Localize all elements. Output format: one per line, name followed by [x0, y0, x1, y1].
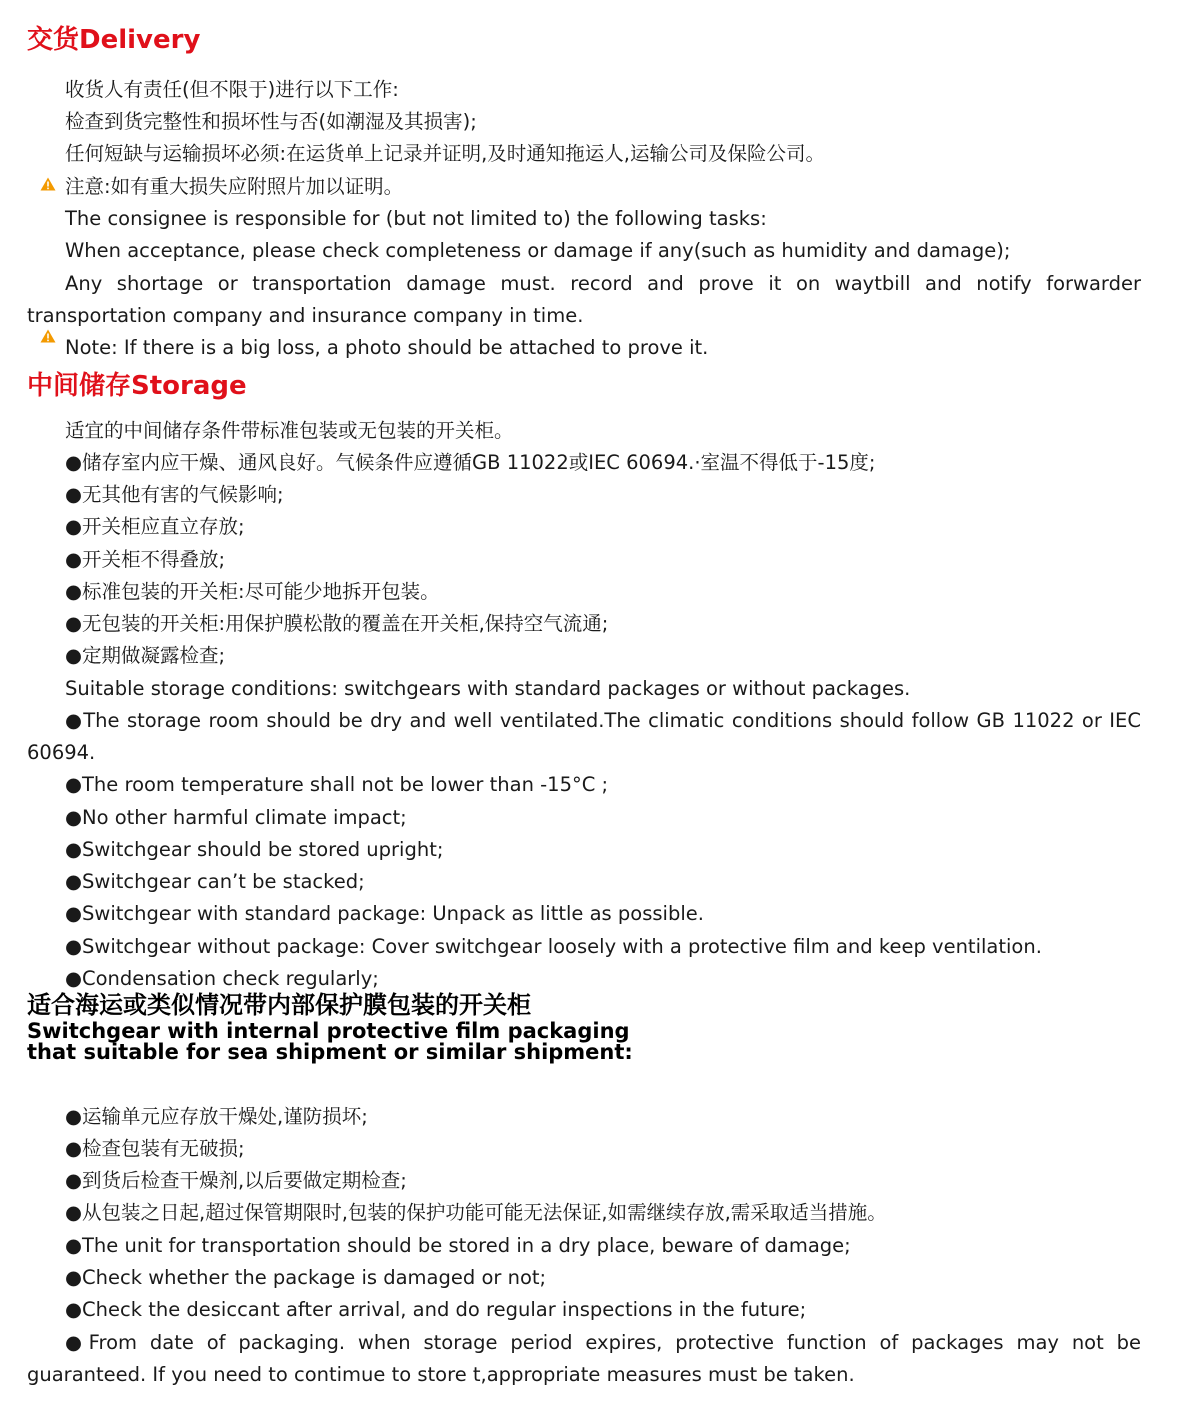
delivery-line: 收货人有责任(但不限于)进行以下工作: — [65, 78, 399, 101]
storage-bullet: ●The storage room should be dry and well ventilated.The climatic conditions should follow GB 11022 or IEC 60694. — [27, 709, 1141, 765]
storage-line: 适宜的中间储存条件带标准包装或无包装的开关柜。 — [65, 419, 514, 442]
sea-bullet: ●Check the desiccant after arrival, and do regular inspections in the future; — [65, 1298, 807, 1321]
storage-bullet: ●定期做凝露检查; — [65, 644, 226, 667]
storage-bullet: ●Switchgear without package: Cover switchgear loosely with a protective film and keep ventilation. — [65, 935, 1042, 958]
storage-bullet: ●储存室内应干燥、通风良好。气候条件应遵循GB 11022或IEC 60694.·室温不得低于-15度; — [65, 451, 876, 474]
storage-bullet: ●无其他有害的气候影响; — [65, 483, 284, 506]
sea-heading-en-2: that suitable for sea shipment or similar shipment: — [27, 1040, 633, 1064]
storage-bullet: ●No other harmful climate impact; — [65, 806, 407, 829]
delivery-note-cn: 注意:如有重大损失应附照片加以证明。 — [65, 175, 404, 198]
sea-bullet: ●检查包装有无破损; — [65, 1137, 245, 1160]
storage-bullet: ●Switchgear can’t be stacked; — [65, 870, 365, 893]
sea-heading-en-1: Switchgear with internal protective film packaging — [27, 1019, 630, 1043]
storage-bullet: ●Switchgear with standard package: Unpack as little as possible. — [65, 902, 704, 925]
storage-bullet: ●Condensation check regularly; — [65, 967, 379, 990]
delivery-line: 任何短缺与运输损坏必须:在运货单上记录并证明,及时通知拖运人,运输公司及保险公司。 — [65, 142, 825, 165]
storage-bullet: ●开关柜不得叠放; — [65, 548, 226, 571]
sea-bullet: ●The unit for transportation should be stored in a dry place, beware of damage; — [65, 1234, 851, 1257]
sea-bullet: ●Check whether the package is damaged or not; — [65, 1266, 547, 1289]
storage-bullet: ●标准包装的开关柜:尽可能少地拆开包装。 — [65, 580, 440, 603]
sea-bullet: ●From date of packaging. when storage period expires, protective function of packages may not be guaranteed. If you need to contimue to store t,appropriate measures must be taken. — [27, 1331, 1141, 1387]
storage-heading: 中间储存Storage — [27, 371, 247, 401]
storage-line: Suitable storage conditions: switchgears with standard packages or without packages. — [65, 677, 911, 700]
delivery-line: When acceptance, please check completeness or damage if any(such as humidity and damage); — [65, 239, 1011, 262]
sea-bullet: ●到货后检查干燥剂,以后要做定期检查; — [65, 1169, 407, 1192]
storage-bullet: ●The room temperature shall not be lower than -15°C ; — [65, 773, 609, 796]
delivery-heading: 交货Delivery — [27, 25, 201, 55]
storage-bullet: ●开关柜应直立存放; — [65, 515, 245, 538]
sea-heading-cn: 适合海运或类似情况带内部保护膜包装的开关柜 — [27, 991, 531, 1019]
storage-bullet: ●Switchgear should be stored upright; — [65, 838, 444, 861]
sea-bullet: ●从包装之日起,超过保管期限时,包装的保护功能可能无法保证,如需继续存放,需采取适当措施。 — [65, 1201, 887, 1224]
delivery-paragraph: Any shortage or transportation damage must. record and prove it on waytbill and notify forwarder transportation company and insurance company in time. — [27, 272, 1141, 328]
storage-bullet: ●无包装的开关柜:用保护膜松散的覆盖在开关柜,保持空气流通; — [65, 612, 609, 635]
delivery-line: The consignee is responsible for (but not limited to) the following tasks: — [65, 207, 767, 230]
delivery-note-en: Note: If there is a big loss, a photo should be attached to prove it. — [65, 336, 709, 359]
sea-bullet: ●运输单元应存放干燥处,谨防损坏; — [65, 1105, 368, 1128]
delivery-line: 检查到货完整性和损坏性与否(如潮湿及其损害); — [65, 110, 477, 133]
